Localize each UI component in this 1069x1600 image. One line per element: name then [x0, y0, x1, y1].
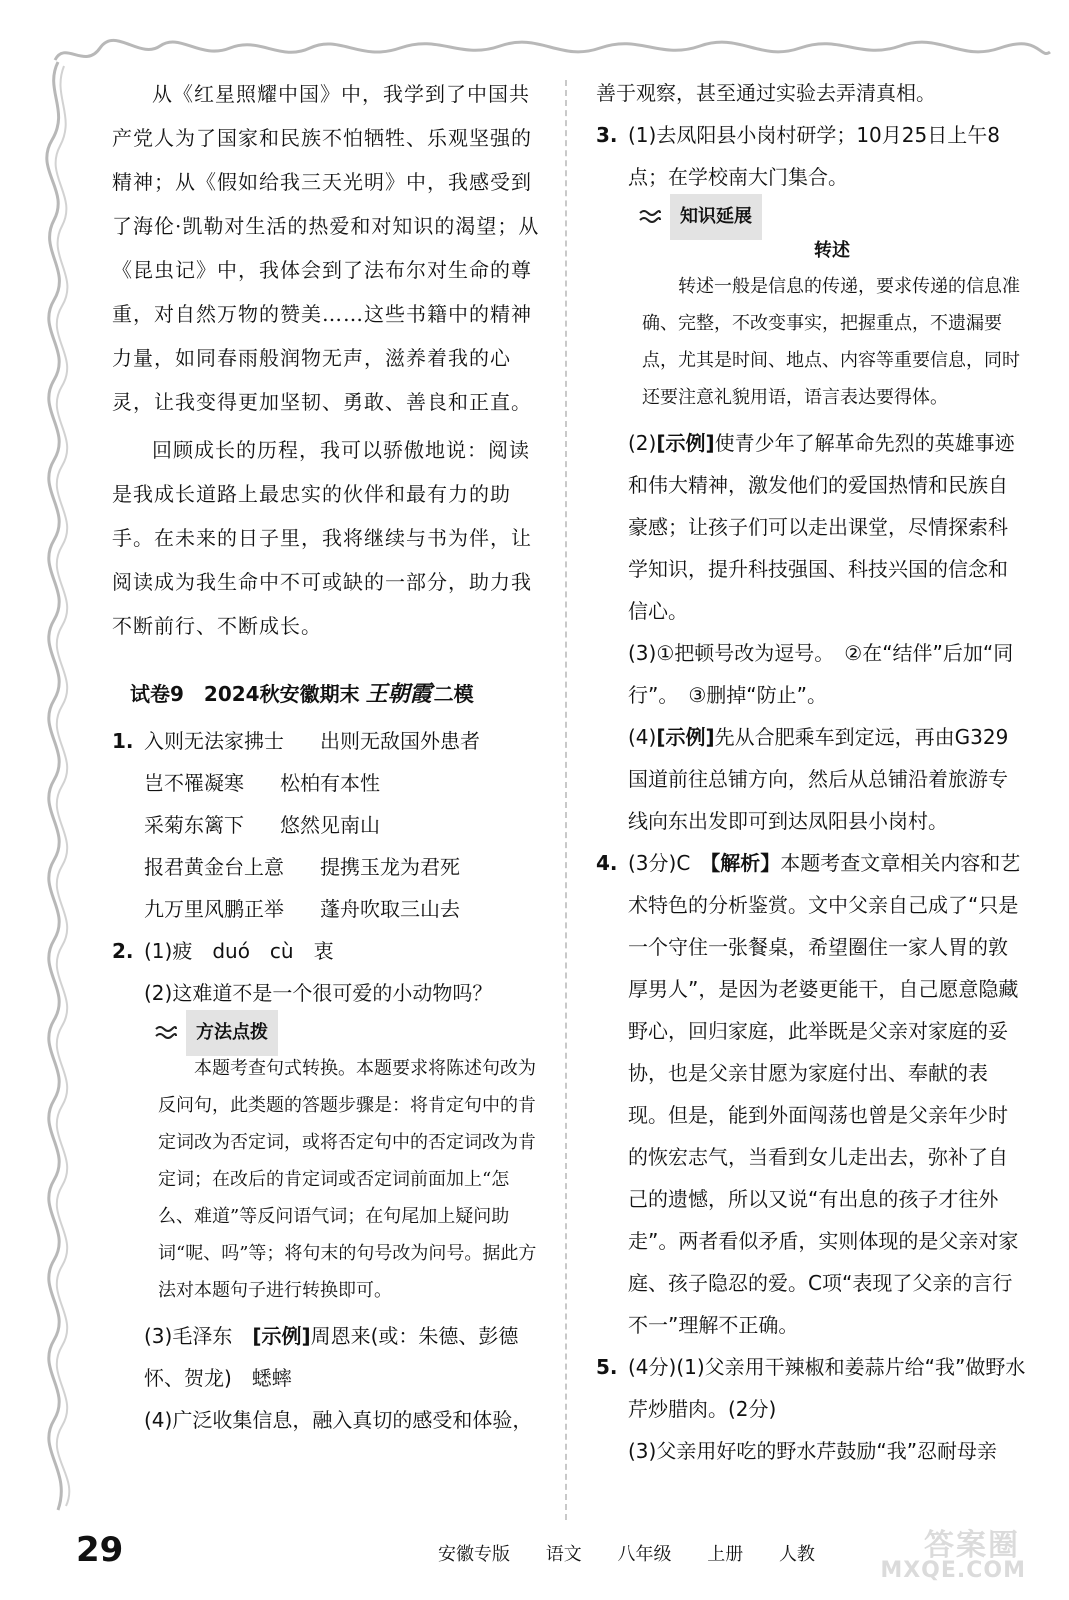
answer-part-2: (2)这难道不是一个很可爱的小动物吗？: [144, 981, 493, 1005]
tip-subtitle: 转述: [814, 240, 850, 261]
section-title-suffix: 二模: [433, 682, 474, 706]
tip-body: 转述一般是信息的传递，要求传递的信息准确、完整，不改变事实，把握重点，不遗漏要点，尤其是时间、地点、内容等重要信息，同时还要注意礼貌用语，语言表达要得体。: [642, 276, 1020, 408]
question-number: 3.: [596, 123, 618, 147]
question-1: [112, 720, 542, 930]
essay-paragraph-1: 从《红星照耀中国》中，我学到了中国共产党人为了国家和民族不怕牺牲、乐观坚强的精神；从《假如给我三天光明》中，我感受到了海伦·凯勒对生活的热爱和对知识的渴望；从《昆虫记》中，我体会到了法布尔对生命的尊重，对自然万物的赞美……这些书籍中的精神力量，如同春雨般润物无声，滋养着我的心灵，让我变得更加坚韧、勇敢、善良和正直。: [112, 82, 540, 414]
poem-line: [144, 804, 542, 846]
poem-line: [144, 846, 542, 888]
answer-part-3: [144, 1315, 542, 1399]
page-number: 29: [76, 1530, 124, 1570]
question-5: [596, 1346, 1026, 1472]
brand-signature-logo: 王朝霞: [365, 681, 432, 707]
left-column: [112, 72, 542, 1441]
essay-paragraph-2: 回顾成长的历程，我可以骄傲地说：阅读是我成长道路上最忠实的伙伴和最有力的助手。在未来的日子里，我将继续与书为伴，让阅读成为我生命中不可或缺的一部分，助力我不断前行、不断成长。: [112, 438, 532, 638]
example-tag: [示例]: [252, 1324, 311, 1348]
continued-line: 善于观察，甚至通过实验去弄清真相。: [596, 81, 936, 105]
analysis-body: 本题考查文章相关内容和艺术特色的分析鉴赏。文中父亲自己成了“只是一个守住一张餐桌，希望圈住一家人胃的敦厚男人”，是因为老婆更能干，自己愿意隐藏野心，回归家庭，此举既是父亲对家庭的妥协，也是父亲甘愿为家庭付出、奉献的表现。但是，能到外面闯荡也曾是父亲年少时的恢宏志气，当看到女儿走出去，弥补了自己的遗憾，所以又说“有出息的孩子才往外走”。两者看似矛盾，实则体现的是父亲对家庭、孩子隐忍的爱。C项“表现了父亲的言行不一”理解不正确。: [628, 851, 1021, 1337]
question-3: [596, 114, 1026, 842]
tip-title: 方法点拨: [186, 1010, 278, 1056]
answer-part-4: (4)广泛收集信息，融入真切的感受和体验，: [144, 1408, 533, 1432]
site-watermark: [876, 1520, 1026, 1590]
meta-volume: 上册: [707, 1544, 744, 1565]
answer-part-1: (1)疲 duó cù 衷: [144, 939, 334, 963]
meta-subject: 语文: [545, 1544, 582, 1565]
poem-first-half: 岂不罹凝寒: [144, 771, 244, 795]
poem-second-half: 提携玉龙为君死: [320, 855, 460, 879]
answer-part-1: (4分)(1)父亲用干辣椒和姜蒜片给“我”做野水芹炒腊肉。(2分): [628, 1355, 1026, 1421]
answer-part-2-body: 使青少年了解革命先烈的英雄事迹和伟大精神，激发他们的爱国热情和民族自豪感；让孩子们可以走出课堂，尽情探索科学知识，提升科技强国、科技兴国的信念和信心。: [628, 431, 1015, 623]
poem-second-half: 松柏有本性: [280, 771, 380, 795]
question-number: 4.: [596, 851, 618, 875]
poem-line: [144, 720, 542, 762]
watermark-url: MXQE.COM: [880, 1558, 1026, 1583]
right-column: [596, 72, 1026, 1472]
poem-line: [144, 888, 542, 930]
example-tag: [示例]: [656, 725, 715, 749]
answer-part-2-lead: (2): [628, 431, 657, 455]
analysis-tag: 【解析】: [710, 851, 781, 875]
watermark-text: 答案圈: [924, 1528, 1020, 1563]
poem-second-half: 蓬舟吹取三山去: [320, 897, 460, 921]
tip-title: 知识延展: [670, 194, 762, 240]
poem-first-half: 入则无法家拂士: [144, 729, 284, 753]
answer-part-2: [628, 422, 1026, 632]
question-number: 1.: [112, 729, 134, 753]
answer-part-3: (3)父亲用好吃的野水芹鼓励“我”忍耐母亲: [628, 1439, 998, 1463]
question-number: 2.: [112, 939, 134, 963]
essay-continuation: [112, 72, 542, 648]
question-4: [596, 842, 1026, 1346]
knowledge-tip-box: [638, 200, 1026, 416]
tip-header: [638, 200, 1026, 234]
meta-grade: 八年级: [617, 1544, 672, 1565]
example-tag: [示例]: [656, 431, 715, 455]
question-2: [112, 930, 542, 1441]
answer-choice: (3分)C: [628, 851, 711, 875]
answer-part-3: (3)①把顿号改为逗号。 ②在“结伴”后加“同行”。 ③删掉“防止”。: [628, 641, 1014, 707]
poem-first-half: 九万里风鹏正举: [144, 897, 284, 921]
answer-part-4-lead: (4): [628, 725, 657, 749]
wave-lines-icon: [638, 207, 662, 227]
tip-body: 本题考查句式转换。本题要求将陈述句改为反问句，此类题的答题步骤是：将肯定句中的肯定词改为否定词，或将否定句中的否定词改为肯定词；在改后的肯定词或否定词前面加上“怎么、难道”等反问语气词；在句尾加上疑问助词“呢、吗”等；将句末的句号改为问号。据此方法对本题句子进行转换即可。: [158, 1058, 537, 1301]
section-title-text: 试卷9 2024秋安徽期末: [130, 682, 360, 706]
wave-lines-icon: [154, 1023, 178, 1043]
meta-publisher: 人教: [778, 1544, 815, 1565]
method-tip-box: [154, 1016, 542, 1309]
poem-second-half: 悠然见南山: [280, 813, 380, 837]
book-meta: [438, 1540, 845, 1566]
page-footer: [76, 1528, 1036, 1583]
answer-part-4: [628, 716, 1026, 842]
answer-analysis: [628, 842, 1026, 1346]
answer-part-4-body: 先从合肥乘车到定远，再由G329国道前往总铺方向，然后从总铺沿着旅游专线向东出发即可到达凤阳县小岗村。: [628, 725, 1009, 833]
exam-section-title: [130, 674, 542, 714]
meta-edition: 安徽专版: [438, 1544, 510, 1565]
poem-first-half: 报君黄金台上意: [144, 855, 284, 879]
answer-part-3-lead: (3)毛泽东: [144, 1324, 253, 1348]
question-number: 5.: [596, 1355, 618, 1379]
answer-part-3-body: 周恩来(或：朱德、彭德怀、贺龙) 蟋蟀: [144, 1324, 519, 1390]
answer-part-1: (1)去凤阳县小岗村研学；10月25日上午8点；在学校南大门集合。: [628, 123, 1000, 189]
tip-header: [154, 1016, 542, 1050]
column-divider: [565, 80, 567, 1520]
poem-first-half: 采菊东篱下: [144, 813, 244, 837]
poem-line: [144, 762, 542, 804]
poem-second-half: 出则无敌国外患者: [320, 729, 480, 753]
